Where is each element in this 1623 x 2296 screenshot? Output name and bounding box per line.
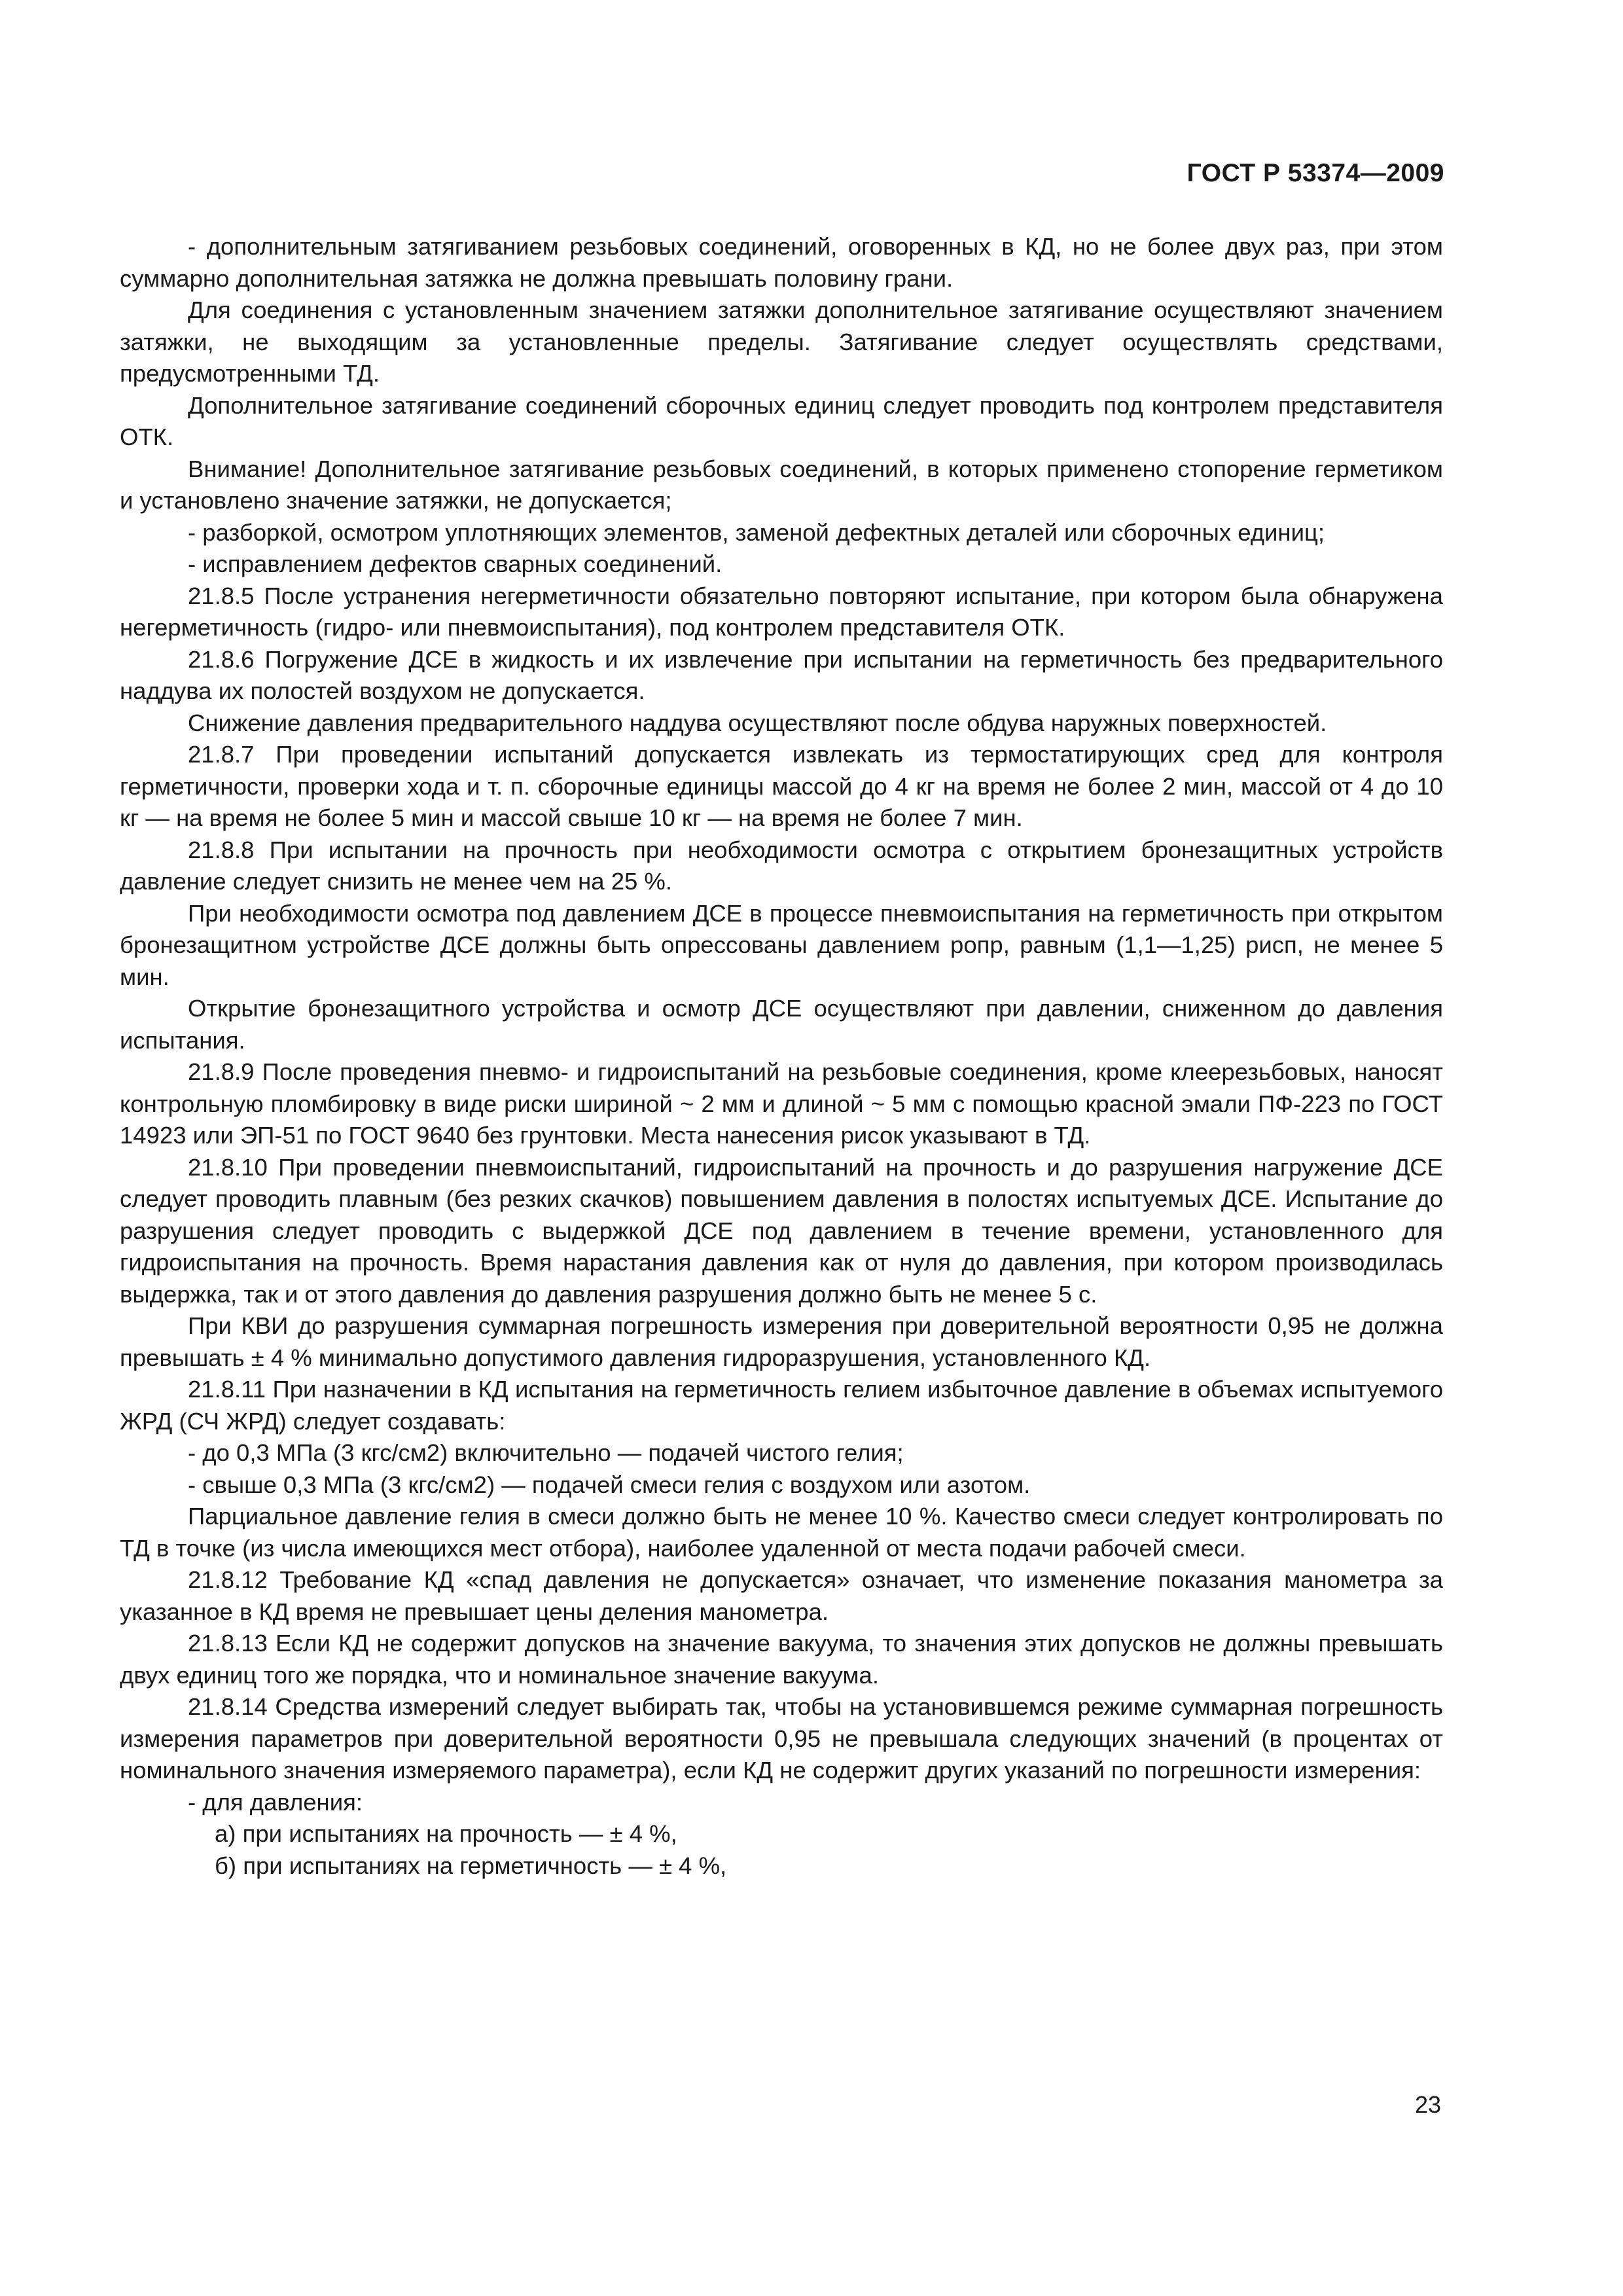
document-header: ГОСТ Р 53374—2009 [1186,159,1444,187]
paragraph: - дополнительным затягиванием резьбовых соединений, оговоренных в КД, но не более двух раз, при этом суммарно дополнительная затяжка не должна превышать половину грани. [120,233,1443,292]
list-item: - для давления: [188,1788,363,1816]
clause-21-8-6: 21.8.6 Погружение ДСЕ в жидкость и их извлечение при испытании на герметичность без предварительного наддува их полостей воздухом не допускается. [120,645,1443,704]
paragraph: При КВИ до разрушения суммарная погрешность измерения при доверительной вероятности 0,95 не должна превышать ± 4 % минимально допустимого давления гидроразрушения, установленного КД. [120,1312,1443,1371]
paragraph: Для соединения с установленным значением затяжки дополнительное затягивание осуществляют значением затяжки, не выходящим за установленные пределы. Затягивание следует осуществлять средствами, предусмотренными ТД. [120,296,1443,387]
list-item: - свыше 0,3 МПа (3 кгс/см2) — подачей смеси гелия с воздухом или азотом. [188,1471,1031,1498]
document-body [120,231,1443,1882]
paragraph: Внимание! Дополнительное затягивание резьбовых соединений, в которых применено стопорение герметиком и установлено значение затяжки, не допускается; [120,455,1443,514]
clause-21-8-7: 21.8.7 При проведении испытаний допускается извлекать из термостатирующих сред для контроля герметичности, проверки хода и т. п. сборочные единицы массой до 4 кг на время не более 2 мин, массой от 4 до 10 кг — на время не более 5 мин и массой свыше 10 кг — на время не более 7 мин. [120,741,1443,831]
paragraph: Открытие бронезащитного устройства и осмотр ДСЕ осуществляют при давлении, сниженном до давления испытания. [120,995,1443,1054]
paragraph: - исправлением дефектов сварных соединений. [188,550,722,577]
paragraph: Дополнительное затягивание соединений сборочных единиц следует проводить под контролем представителя ОТК. [120,391,1443,450]
clause-21-8-12: 21.8.12 Требование КД «спад давления не допускается» означает, что изменение показания манометра за указанное в КД время не превышает цены деления манометра. [120,1566,1443,1625]
sub-list-item: б) при испытаниях на герметичность — ± 4 %, [215,1852,727,1879]
clause-21-8-5: 21.8.5 После устранения негерметичности обязательно повторяют испытание, при котором была обнаружена негерметичность (гидро- или пневмоиспытания), под контролем представителя ОТК. [120,582,1443,641]
sub-list-item: а) при испытаниях на прочность — ± 4 %, [215,1820,677,1847]
paragraph: Парциальное давление гелия в смеси должно быть не менее 10 %. Качество смеси следует контролировать по ТД в точке (из числа имеющихся мест отбора), наиболее удаленной от места подачи рабочей смеси. [120,1503,1443,1562]
clause-21-8-11: 21.8.11 При назначении в КД испытания на герметичность гелием избыточное давление в объемах испытуемого ЖРД (СЧ ЖРД) следует создавать: [120,1376,1443,1435]
clause-21-8-14: 21.8.14 Средства измерений следует выбирать так, чтобы на установившемся режиме суммарная погрешность измерения параметров при доверительной вероятности 0,95 не превышала следующих значений (в процентах от номинального значения измеряемого параметра), если КД не содержит других указаний по погрешности измерения: [120,1693,1443,1784]
clause-21-8-13: 21.8.13 Если КД не содержит допусков на значение вакуума, то значения этих допусков не должны превышать двух единиц того же порядка, что и номинальное значение вакуума. [120,1630,1443,1689]
list-item: - до 0,3 МПа (3 кгс/см2) включительно — подачей чистого гелия; [188,1439,904,1466]
page-number: 23 [1414,2091,1441,2118]
paragraph: Снижение давления предварительного наддува осуществляют после обдува наружных поверхностей. [188,709,1327,736]
clause-21-8-8: 21.8.8 При испытании на прочность при необходимости осмотра с открытием бронезащитных устройств давление следует снизить не менее чем на 25 %. [120,836,1443,895]
paragraph: При необходимости осмотра под давлением ДСЕ в процессе пневмоиспытания на герметичность при открытом бронезащитном устройстве ДСЕ должны быть опрессованы давлением pопр, равным (1,1—1,25) pисп, не менее 5 мин. [120,899,1443,990]
clause-21-8-9: 21.8.9 После проведения пневмо- и гидроиспытаний на резьбовые соединения, кроме клеерезьбовых, наносят контрольную пломбировку в виде риски шириной ~ 2 мм и длиной ~ 5 мм с помощью красной эмали ПФ-223 по ГОСТ 14923 или ЭП-51 по ГОСТ 9640 без грунтовки. Места нанесения рисок указывают в ТД. [120,1058,1443,1149]
clause-21-8-10: 21.8.10 При проведении пневмоиспытаний, гидроиспытаний на прочность и до разрушения нагружение ДСЕ следует проводить плавным (без резких скачков) повышением давления в полостях испытуемых ДСЕ. Испытание до разрушения следует проводить с выдержкой ДСЕ под давлением в течение времени, установленного для гидроиспытания на прочность. Время нарастания давления как от нуля до давления, при котором производилась выдержка, так и от этого давления до давления разрушения должно быть не менее 5 с. [120,1153,1443,1308]
paragraph: - разборкой, осмотром уплотняющих элементов, заменой дефектных деталей или сборочных единиц; [188,518,1325,546]
